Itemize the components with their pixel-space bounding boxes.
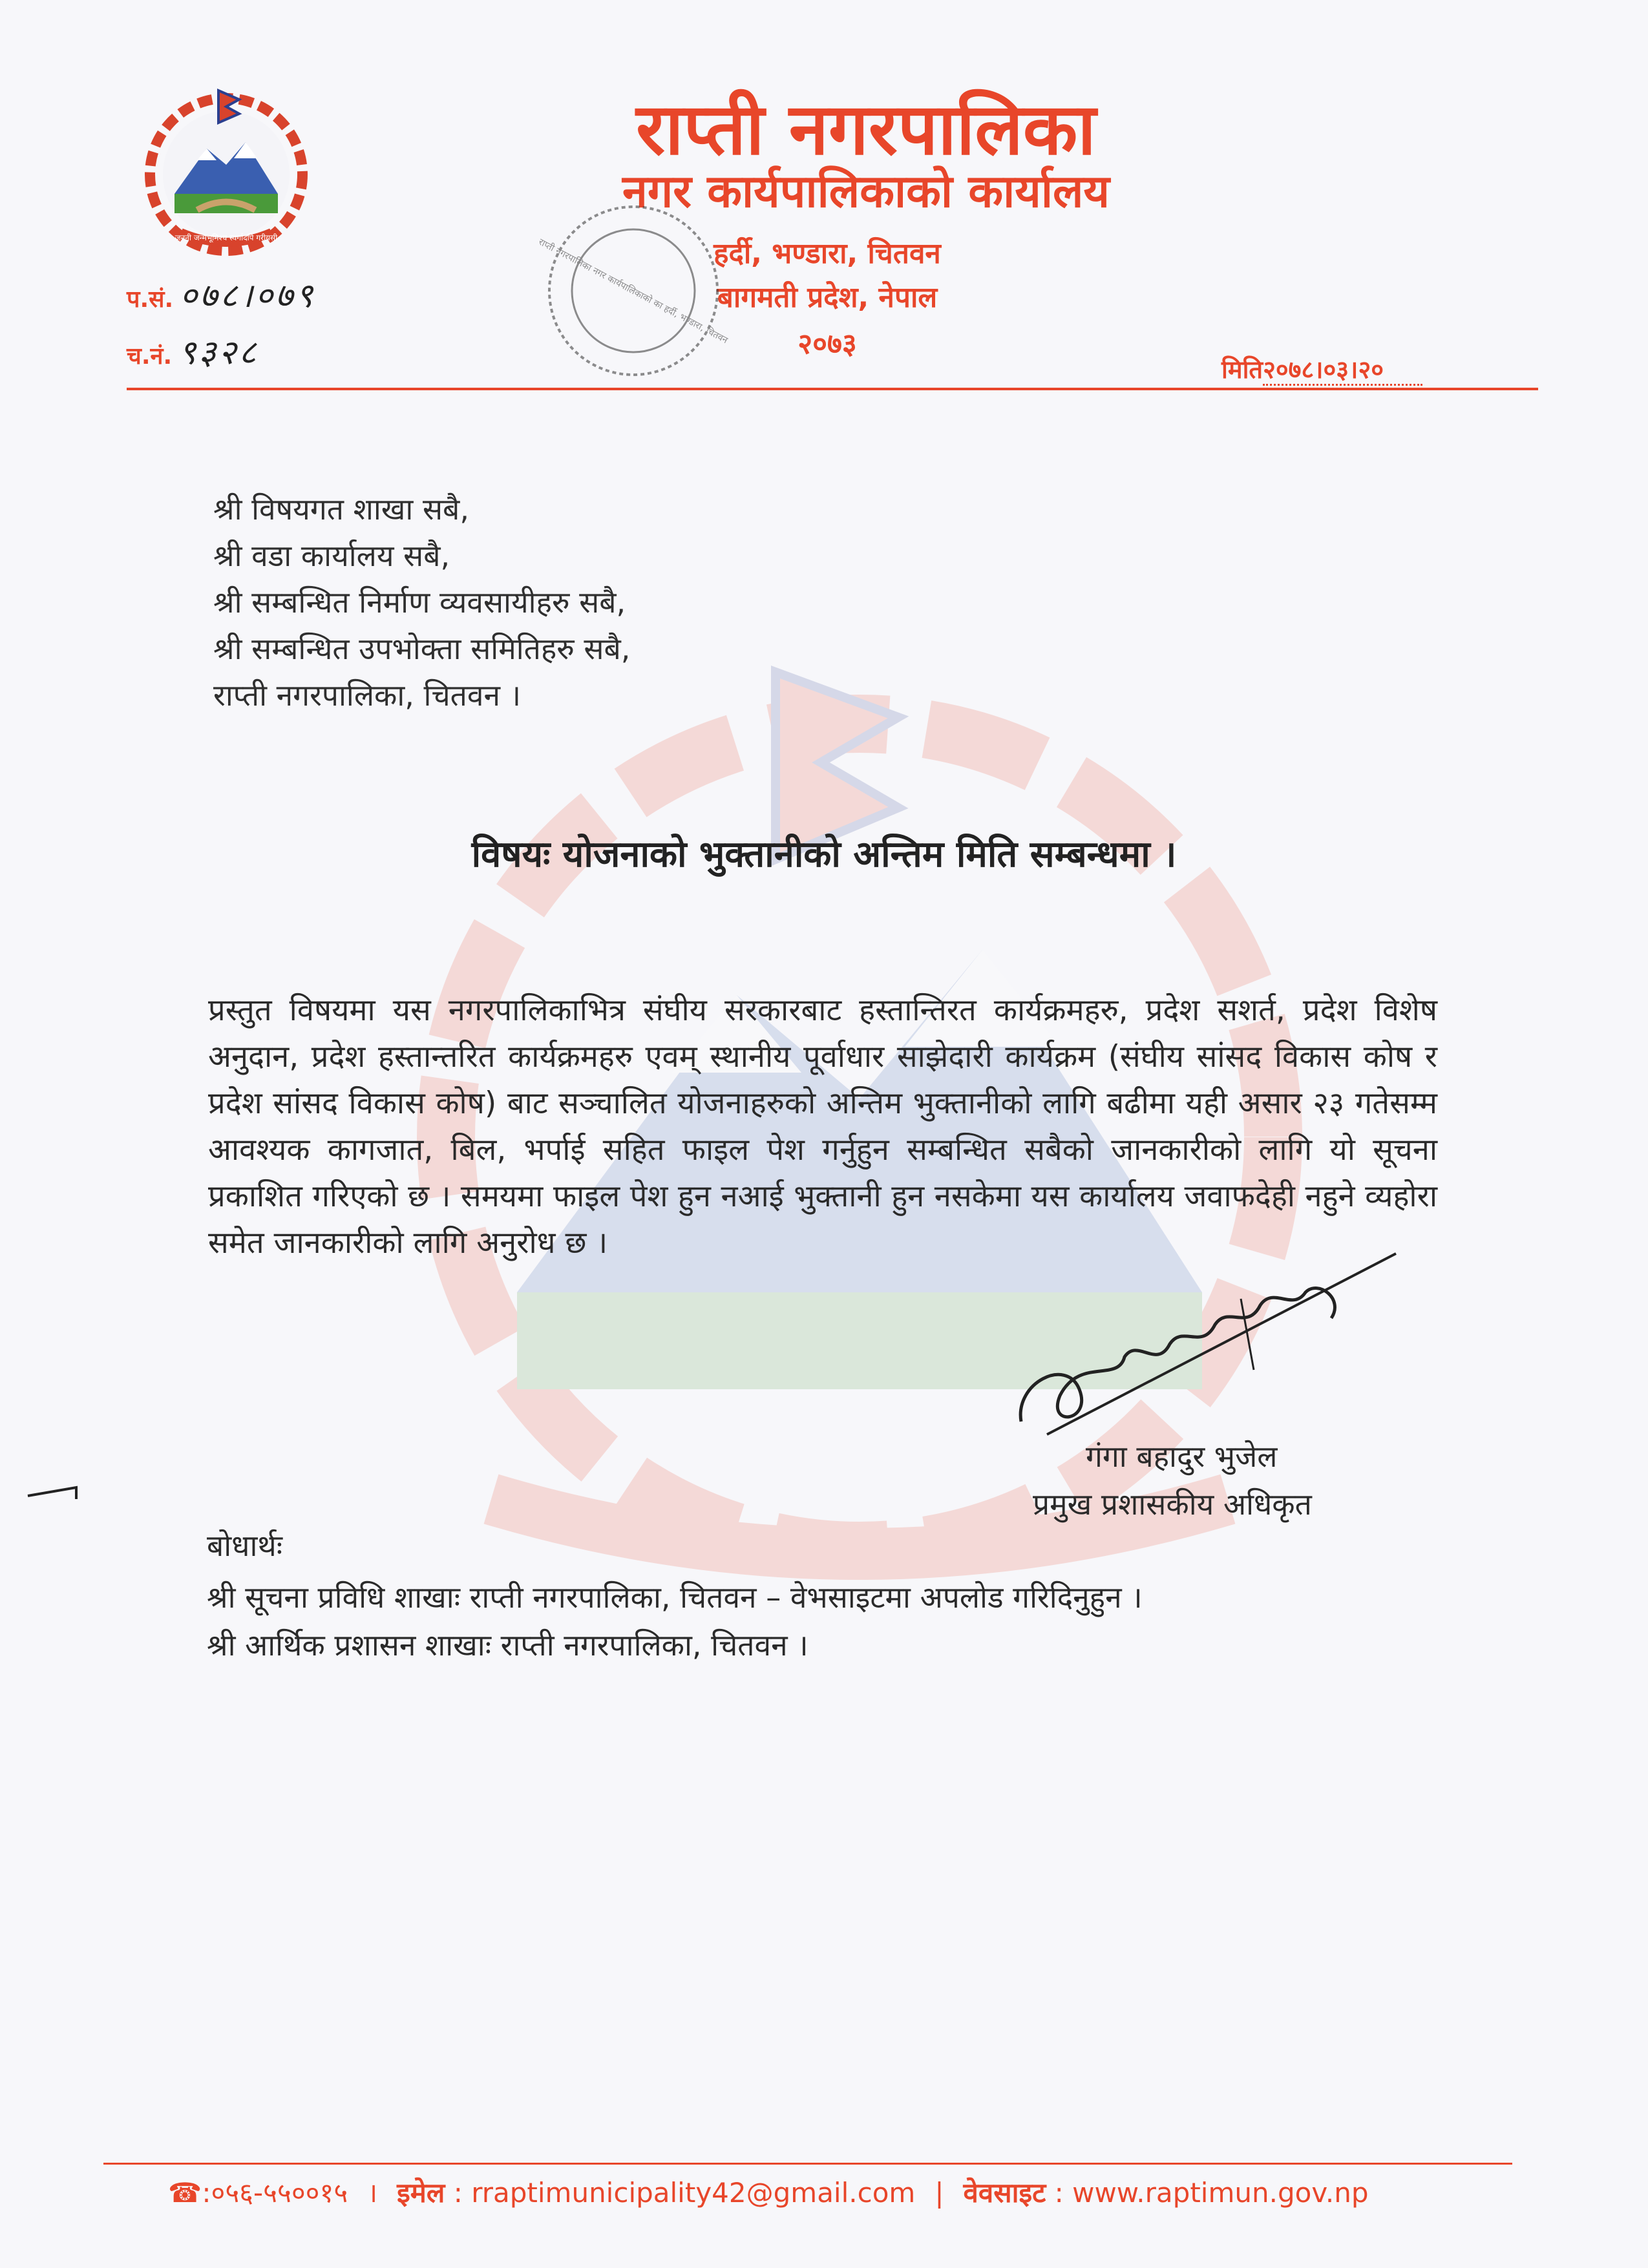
footer-separator: । [367, 2177, 378, 2209]
chalani-number-value: ९३२८ [178, 333, 259, 372]
footer-email-label: इमेल [397, 2177, 445, 2209]
footer-website[interactable]: www.raptimun.gov.np [1072, 2177, 1369, 2209]
cc-label: बोधार्थः [207, 1528, 283, 1563]
addressee-block [213, 486, 630, 719]
patra-sankhya-label: प.सं. [127, 286, 174, 313]
patra-sankhya [127, 271, 315, 317]
addressee-line: श्री सम्बन्धित निर्माण व्यवसायीहरु सबै, [213, 585, 626, 620]
office-province: बागमती प्रदेश, नेपाल [717, 281, 938, 314]
office-stamp [523, 194, 743, 388]
established-year: २०७३ [798, 328, 857, 361]
chalani-number-label: च.नं. [127, 343, 173, 370]
signatory-name: गंगा बहादुर भुजेल [1086, 1439, 1278, 1474]
footer-contact: ☎:०५६-५५००१५ । इमेल : rraptimunicipality42@gmail.com | वेवसाइट : www.raptimun.gov.np [168, 2177, 1369, 2209]
chalani-number [127, 328, 259, 374]
letter-date [1221, 352, 1422, 386]
org-name: राप्ती नगरपालिका [636, 88, 1096, 171]
footer-website-label: वेवसाइट [963, 2177, 1046, 2209]
office-address: हर्दी, भण्डारा, चितवन [713, 237, 941, 270]
phone-icon: ☎ [168, 2177, 202, 2209]
signatory-title: प्रमुख प्रशासकीय अधिकृत [1033, 1487, 1312, 1522]
footer-separator: | [935, 2177, 944, 2209]
header-divider [127, 388, 1538, 390]
office-name: नगर कार्यपालिकाको कार्यालय [622, 165, 1110, 218]
footer-email[interactable]: rraptimunicipality42@gmail.com [471, 2177, 916, 2209]
date-label: मिति [1221, 355, 1263, 384]
addressee-line: राप्ती नगरपालिका, चितवन । [213, 678, 522, 713]
patra-sankhya-value: ०७८।०७९ [180, 277, 316, 315]
handwritten-signature [1008, 1228, 1422, 1460]
svg-text:राप्ती नगरपालिका नगर कार्यपालि: राप्ती नगरपालिका नगर कार्यपालिकाको का हर्दी, भण्डारा, चितवन [536, 236, 730, 346]
cc-line: श्री सूचना प्रविधि शाखाः राप्ती नगरपालिका, चितवन – वेभसाइटमा अपलोड गरिदिनुहुन । [207, 1580, 1143, 1615]
footer-divider [103, 2163, 1512, 2165]
addressee-line: श्री विषयगत शाखा सबै, [213, 492, 469, 527]
letter-body: प्रस्तुत विषयमा यस नगरपालिकाभित्र संघीय सरकारबाट हस्तान्तिरत कार्यक्रमहरु, प्रदेश सशर्त, प्रदेश विशेष अनुदान, प्रदेश हस्तान्तरित कार्यक्रमहरु एवम् स्थानीय पूर्वाधार साझेदारी कार्यक्रम (संघीय सांसद विकास कोष र प्रदेश सांसद विकास कोष) बाट सञ्चालित योजनाहरुको अन्तिम भुक्तानीको लागि बढीमा यही असार २३ गतेसम्म आवश्यक कागजात, बिल, भर्पाई सहित फाइल पेश गर्नुहुन सम्बन्धित सबैको जानकारीको लागि यो सूचना प्रकाशित गरिएको छ । समयमा फाइल पेश हुन नआई भुक्तानी हुन नसकेमा यस कार्यालय जवाफदेही नहुने व्यहोरा समेत जानकारीको लागि अनुरोध छ । [208, 992, 1437, 1261]
date-value: २०७८।०३।२० [1263, 355, 1422, 386]
nepal-emblem-icon [136, 78, 317, 258]
addressee-line: श्री सम्बन्धित उपभोक्ता समितिहरु सबै, [213, 631, 631, 666]
footer-phone: :०५६-५५००१५ [202, 2177, 348, 2209]
svg-text:जननी जन्मभूमिश्च स्वर्गादपि गर: जननी जन्मभूमिश्च स्वर्गादपि गरीयसी [174, 233, 278, 242]
cc-line: श्री आर्थिक प्रशासन शाखाः राप्ती नगरपालिका, चितवन । [207, 1628, 808, 1663]
letter-subject: विषयः योजनाको भुक्तानीको अन्तिम मिति सम्बन्धमा । [471, 834, 1177, 876]
margin-pen-mark [25, 1480, 83, 1506]
addressee-line: श्री वडा कार्यालय सबै, [213, 538, 450, 573]
